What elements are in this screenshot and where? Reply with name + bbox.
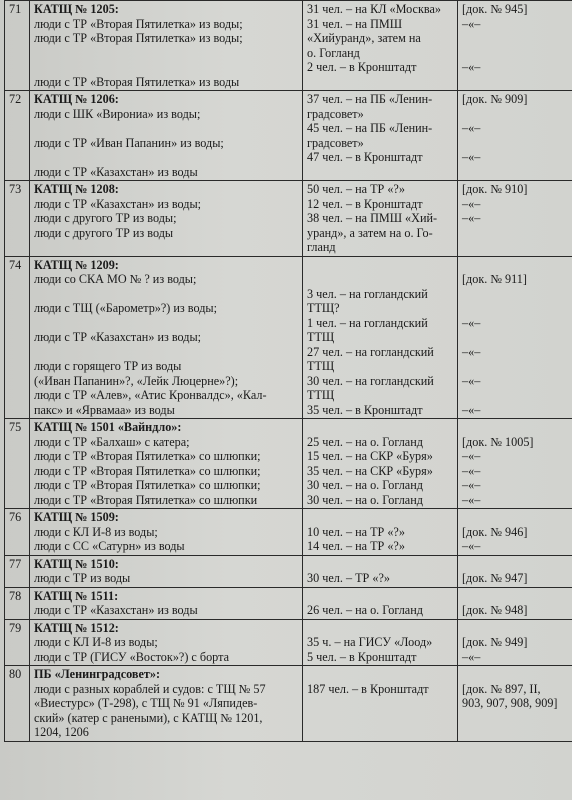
rescued-line: люди со СКА МО № ? из воды; [34, 272, 197, 286]
rescued-line: «Виестурс» (Т-298), с ТЩ № 91 «Ляпидев- [34, 696, 258, 710]
rescued-line: люди с ТР «Вторая Пятилетка» со шлюпки; [34, 463, 261, 478]
rescued-line: люди с КЛ И-8 из воды; [34, 524, 158, 539]
source-ref: –«– [462, 492, 481, 507]
rescued-line: люди с ТР «Казахстан» из воды; [34, 196, 202, 211]
outcome-line: 25 чел. – на о. Гогланд [307, 434, 423, 449]
outcome-cell [303, 1, 458, 91]
rescued-line: 1204, 1206 [34, 725, 89, 739]
spacer [307, 510, 453, 525]
row-number: 76 [5, 509, 30, 556]
outcome-line: 37 чел. – на ПБ «Ленин- [307, 92, 433, 106]
spacer [307, 589, 453, 604]
row-number: 79 [5, 619, 30, 666]
outcome-cell [303, 91, 458, 181]
vessel-title: КАТЩ № 1209: [34, 257, 119, 272]
outcome-line: 45 чел. – на ПБ «Ленин- [307, 121, 433, 135]
outcome-line: 47 чел. – в Кронштадт [307, 150, 423, 164]
row-number: 78 [5, 587, 30, 619]
source-ref [462, 330, 568, 345]
rescuer-cell [30, 91, 303, 181]
row-number: 72 [5, 91, 30, 181]
outcome-line: 30 чел. – ТР «?» [307, 571, 390, 585]
source-cell [458, 587, 572, 619]
source-ref [462, 301, 568, 316]
outcome-line: 26 чел. – на о. Гогланд [307, 603, 423, 617]
spacer [307, 621, 453, 636]
rescued-line: люди с другого ТР из воды [34, 225, 174, 240]
vessel-title: КАТЩ № 1512: [34, 620, 119, 635]
outcome-line: 35 ч. – на ГИСУ «Лоод» [307, 635, 433, 649]
outcome-cell [303, 587, 458, 619]
table-row [5, 509, 572, 556]
rescued-line [34, 287, 298, 302]
vessel-title: ПБ «Ленинградсовет»: [34, 667, 161, 681]
rescued-line: люди с ТР «Вторая Пятилетка» из воды [34, 74, 240, 89]
source-ref: [док. № 910] [462, 182, 528, 196]
outcome-line: 30 чел. – на о. Гогланд [307, 492, 423, 507]
rescued-line: пакс» и «Ярвамаа» из воды [34, 402, 175, 417]
outcome-line: 30 чел. – на о. Гогланд [307, 478, 423, 492]
outcome-line: 31 чел. – на ПМШ [307, 16, 403, 31]
outcome-cell [303, 619, 458, 666]
source-ref: [док. № 949] [462, 635, 528, 649]
row-number: 71 [5, 1, 30, 91]
outcome-line: 50 чел. – на ТР «?» [307, 182, 405, 196]
outcome-line: 38 чел. – на ПМШ «Хий- [307, 211, 438, 225]
outcome-cell [303, 419, 458, 509]
source-ref: [док. № 946] [462, 524, 528, 539]
source-ref: –«– [462, 539, 481, 553]
rescuer-cell [30, 587, 303, 619]
rescued-line [34, 121, 298, 136]
outcome-line: 5 чел. – в Кронштадт [307, 649, 417, 664]
source-ref: [док. № 947] [462, 571, 528, 585]
vessel-title: КАТЩ № 1501 «Вайндло»: [34, 420, 182, 434]
rescued-line: люди с ТР «Вторая Пятилетка» со шлюпки; [34, 449, 261, 463]
source-ref: –«– [462, 315, 481, 330]
rescued-line: люди с ТР «Вторая Пятилетка» со шлюпки; [34, 478, 261, 492]
rescued-line: люди с ТР «Вторая Пятилетка» из воды; [34, 16, 243, 31]
source-ref [462, 46, 568, 61]
source-ref: [док. № 1005] [462, 434, 534, 449]
outcome-line: 14 чел. – на ТР «?» [307, 539, 405, 553]
outcome-line: 3 чел. – на гогландский [307, 286, 428, 301]
spacer [462, 510, 568, 525]
source-ref: –«– [462, 16, 481, 31]
rescued-line: люди с ТЩ («Барометр»?) из воды; [34, 301, 217, 315]
source-ref: –«– [462, 121, 481, 135]
rescued-line: люди с разных кораблей и судов: с ТЩ № 57 [34, 681, 266, 696]
outcome-line: гланд [307, 240, 336, 254]
source-cell [458, 419, 572, 509]
source-cell [458, 555, 572, 587]
table-row [5, 1, 572, 91]
outcome-line: 35 чел. – на СКР «Буря» [307, 463, 433, 478]
outcome-cell [303, 181, 458, 257]
source-ref [462, 388, 568, 403]
spacer [307, 420, 453, 435]
rescued-line: люди с КЛ И-8 из воды; [34, 635, 158, 649]
source-cell [458, 91, 572, 181]
rescuer-cell [30, 419, 303, 509]
rescued-line [34, 345, 298, 360]
rescued-line: люди с ТР «Казахстан» из воды; [34, 330, 202, 344]
rescued-line: люди с ТР «Казахстан» из воды [34, 603, 198, 617]
source-ref: [док. № 897, II, [462, 681, 541, 696]
source-ref [462, 31, 568, 46]
source-ref: –«– [462, 649, 481, 664]
rescue-table [4, 0, 572, 742]
rescued-line: ский» (катер с ранеными), с КАТЩ № 1201, [34, 710, 263, 725]
vessel-title: КАТЩ № 1206: [34, 92, 119, 106]
source-cell [458, 256, 572, 419]
rescued-line: («Иван Папанин»?, «Лейк Люцерне»?); [34, 373, 239, 388]
source-ref: [док. № 945] [462, 2, 528, 16]
row-number: 75 [5, 419, 30, 509]
source-cell [458, 666, 572, 742]
outcome-line: 12 чел. – в Кронштадт [307, 196, 423, 211]
rescued-line: люди с ТР (ГИСУ «Восток»?) с борта [34, 649, 229, 664]
table-row [5, 666, 572, 742]
vessel-title: КАТЩ № 1208: [34, 182, 119, 196]
outcome-line: градсовет» [307, 135, 364, 150]
source-ref: –«– [462, 60, 481, 74]
source-cell [458, 619, 572, 666]
source-cell [458, 1, 572, 91]
outcome-line: ТТЩ [307, 388, 335, 402]
source-ref [462, 287, 568, 302]
outcome-line: 187 чел. – в Кронштадт [307, 681, 429, 696]
vessel-title: КАТЩ № 1205: [34, 2, 119, 16]
source-ref: [док. № 948] [462, 603, 528, 617]
rescuer-cell [30, 619, 303, 666]
table-row [5, 256, 572, 419]
outcome-line: ТТЩ [307, 359, 335, 373]
source-ref: –«– [462, 478, 481, 492]
table-row [5, 419, 572, 509]
row-number: 77 [5, 555, 30, 587]
rescued-line: люди с ТР «Балхаш» с катера; [34, 434, 190, 449]
row-number: 80 [5, 666, 30, 742]
table-row [5, 91, 572, 181]
table-row [5, 181, 572, 257]
rescued-line: люди с ТР из воды [34, 571, 131, 585]
rescuer-cell [30, 666, 303, 742]
source-cell [458, 181, 572, 257]
vessel-title: КАТЩ № 1510: [34, 556, 119, 571]
outcome-line: ТТЩ? [307, 301, 340, 315]
spacer [462, 621, 568, 636]
outcome-line: 27 чел. – на гогландский [307, 344, 434, 359]
table-row [5, 555, 572, 587]
rescuer-cell [30, 509, 303, 556]
source-ref: –«– [462, 402, 481, 417]
spacer [462, 258, 568, 273]
outcome-line: 31 чел. – на КЛ «Москва» [307, 2, 441, 16]
source-ref [462, 136, 568, 151]
rescued-line: люди с ТР «Казахстан» из воды [34, 164, 198, 179]
spacer [307, 258, 453, 273]
rescuer-cell [30, 181, 303, 257]
outcome-line: ТТЩ [307, 330, 335, 344]
rescued-line: люди с другого ТР из воды; [34, 211, 177, 225]
source-ref [462, 359, 568, 374]
source-ref: –«– [462, 344, 481, 359]
rescued-line [34, 46, 298, 61]
source-ref: –«– [462, 196, 481, 211]
row-number: 73 [5, 181, 30, 257]
rescued-line: люди с ТР «Вторая Пятилетка» со шлюпки [34, 492, 258, 507]
source-ref: [док. № 909] [462, 92, 528, 106]
outcome-cell [303, 256, 458, 419]
outcome-line: «Хийуранд», затем на [307, 31, 421, 45]
outcome-line: 15 чел. – на СКР «Буря» [307, 449, 433, 463]
spacer [462, 667, 568, 682]
spacer [307, 557, 453, 572]
table-row [5, 619, 572, 666]
rescued-line [34, 150, 298, 165]
source-ref: –«– [462, 463, 481, 478]
rescuer-cell [30, 1, 303, 91]
outcome-line: о. Гогланд [307, 45, 360, 60]
source-ref: –«– [462, 211, 481, 225]
rescued-line: люди с СС «Сатурн» из воды [34, 539, 185, 553]
rescued-line: люди с ТР «Иван Папанин» из воды; [34, 135, 224, 150]
source-cell [458, 509, 572, 556]
outcome-line [307, 272, 453, 287]
rescued-line [34, 60, 298, 75]
rescuer-cell [30, 555, 303, 587]
outcome-line: градсовет» [307, 106, 364, 121]
outcome-cell [303, 555, 458, 587]
rescued-line [34, 240, 298, 255]
source-ref: –«– [462, 373, 481, 388]
outcome-line: 30 чел. – на гогландский [307, 373, 434, 388]
outcome-line: 35 чел. – в Кронштадт [307, 402, 423, 417]
vessel-title: КАТЩ № 1511: [34, 588, 119, 603]
source-ref: 903, 907, 908, 909] [462, 696, 558, 710]
rescued-line: люди с ТР «Алев», «Атис Кронвалдс», «Кал- [34, 388, 267, 402]
table-row [5, 587, 572, 619]
spacer [462, 420, 568, 435]
rescuer-cell [30, 256, 303, 419]
rescued-line: люди с ШК «Вирониа» из воды; [34, 106, 201, 121]
rescued-line: люди с ТР «Вторая Пятилетка» из воды; [34, 31, 243, 45]
outcome-line: 2 чел. – в Кронштадт [307, 60, 417, 74]
rescued-line: люди с горящего ТР из воды [34, 359, 182, 373]
row-number: 74 [5, 256, 30, 419]
source-ref: –«– [462, 449, 481, 463]
source-ref: [док. № 911] [462, 272, 527, 286]
outcome-cell [303, 666, 458, 742]
outcome-line: 1 чел. – на гогландский [307, 315, 428, 330]
spacer [307, 667, 453, 682]
source-ref [462, 107, 568, 122]
outcome-cell [303, 509, 458, 556]
spacer [462, 589, 568, 604]
vessel-title: КАТЩ № 1509: [34, 510, 119, 524]
table-body [5, 1, 572, 742]
outcome-line: 10 чел. – на ТР «?» [307, 524, 405, 539]
outcome-line: уранд», а затем на о. Го- [307, 225, 433, 240]
spacer [462, 557, 568, 572]
rescued-line [34, 316, 298, 331]
source-ref: –«– [462, 150, 481, 164]
